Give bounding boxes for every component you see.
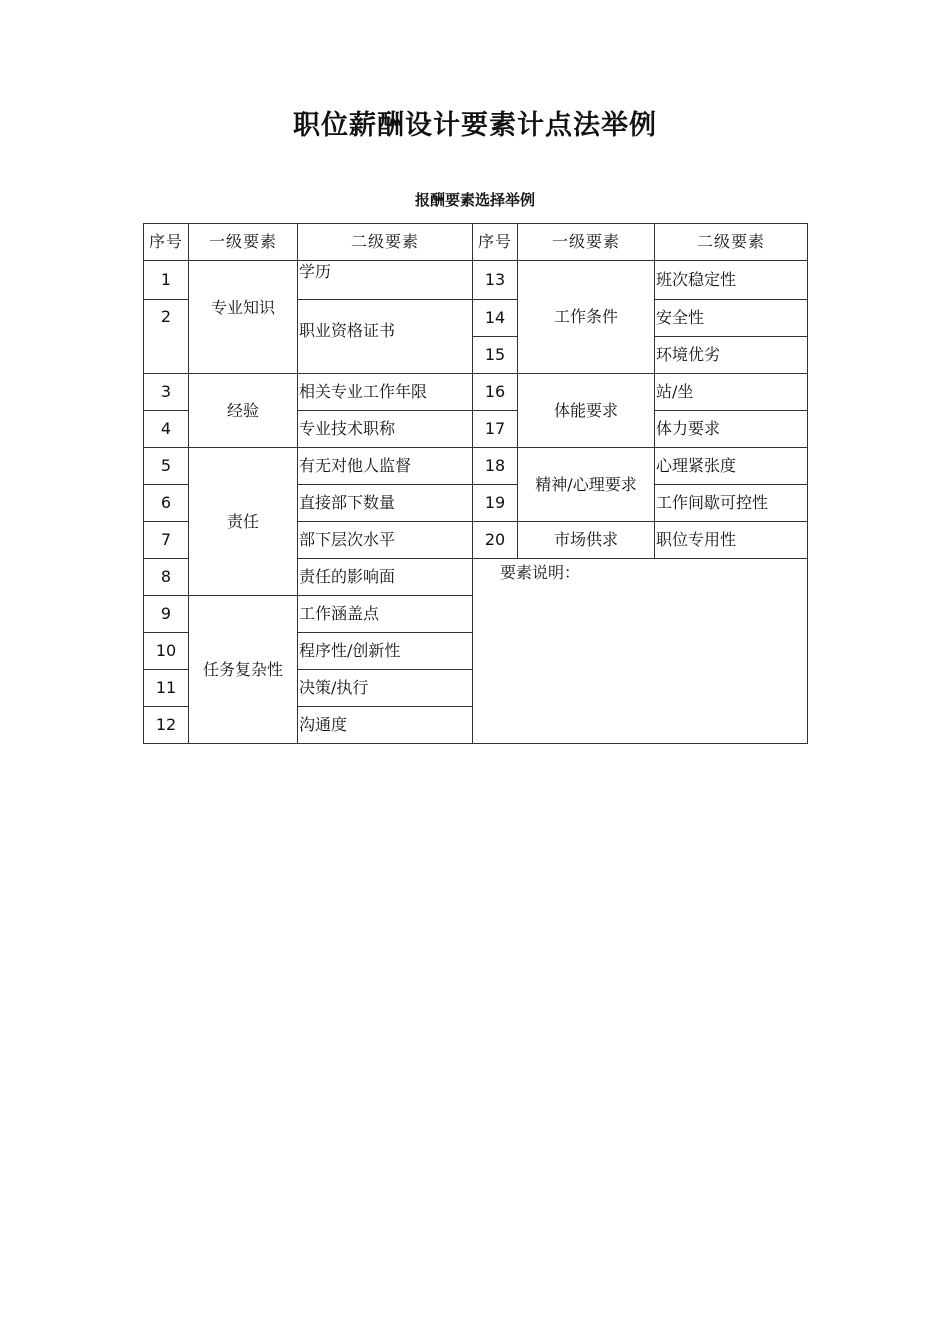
primary-factor-cell: 市场供求 [518, 522, 655, 559]
seq-cell: 5 [144, 448, 189, 485]
seq-cell: 19 [473, 485, 518, 522]
seq-cell: 12 [144, 707, 189, 744]
seq-cell: 13 [473, 261, 518, 300]
seq-cell: 1 [144, 261, 189, 300]
seq-cell: 2 [144, 300, 189, 374]
primary-factor-cell: 体能要求 [518, 374, 655, 448]
primary-factor-cell: 责任 [189, 448, 298, 596]
factor-notes-cell: 要素说明： [473, 559, 808, 744]
table-subtitle: 报酬要素选择举例 [414, 191, 535, 209]
seq-cell: 4 [144, 411, 189, 448]
col-header-secondary-left: 二级要素 [298, 224, 473, 261]
secondary-factor-cell: 责任的影响面 [298, 559, 473, 596]
secondary-factor-cell: 环境优劣 [655, 337, 808, 374]
primary-factor-cell: 工作条件 [518, 261, 655, 374]
seq-cell: 7 [144, 522, 189, 559]
secondary-factor-cell: 程序性/创新性 [298, 633, 473, 670]
secondary-factor-cell: 班次稳定性 [655, 261, 808, 300]
seq-cell: 11 [144, 670, 189, 707]
secondary-factor-cell: 职业资格证书 [298, 300, 473, 374]
seq-cell: 16 [473, 374, 518, 411]
table-row [144, 261, 808, 300]
primary-factor-cell: 任务复杂性 [189, 596, 298, 744]
secondary-factor-cell: 专业技术职称 [298, 411, 473, 448]
col-header-seq-left: 序号 [144, 224, 189, 261]
seq-cell: 8 [144, 559, 189, 596]
primary-factor-cell: 精神/心理要求 [518, 448, 655, 522]
seq-cell: 15 [473, 337, 518, 374]
secondary-factor-cell: 工作间歇可控性 [655, 485, 808, 522]
secondary-factor-cell: 体力要求 [655, 411, 808, 448]
secondary-factor-cell: 部下层次水平 [298, 522, 473, 559]
page-title: 职位薪酬设计要素计点法举例 [293, 110, 657, 141]
secondary-factor-cell: 相关专业工作年限 [298, 374, 473, 411]
table-row [144, 374, 808, 411]
secondary-factor-cell: 决策/执行 [298, 670, 473, 707]
primary-factor-label: 专业知识 [210, 298, 275, 317]
header-row [144, 224, 808, 261]
table-row [144, 448, 808, 485]
col-header-primary-left: 一级要素 [189, 224, 298, 261]
primary-factor-cell [189, 261, 298, 374]
secondary-factor-cell: 直接部下数量 [298, 485, 473, 522]
seq-cell: 18 [473, 448, 518, 485]
col-header-primary-right: 一级要素 [518, 224, 655, 261]
secondary-factor-cell: 学历 [298, 261, 473, 300]
secondary-factor-cell: 职位专用性 [655, 522, 808, 559]
seq-cell: 17 [473, 411, 518, 448]
seq-cell: 10 [144, 633, 189, 670]
primary-factor-cell: 经验 [189, 374, 298, 448]
secondary-factor-cell: 安全性 [655, 300, 808, 337]
secondary-factor-cell: 沟通度 [298, 707, 473, 744]
secondary-factor-cell: 有无对他人监督 [298, 448, 473, 485]
seq-cell: 9 [144, 596, 189, 633]
secondary-factor-cell: 心理紧张度 [655, 448, 808, 485]
seq-cell: 20 [473, 522, 518, 559]
seq-cell: 14 [473, 300, 518, 337]
secondary-factor-cell: 工作涵盖点 [298, 596, 473, 633]
col-header-secondary-right: 二级要素 [655, 224, 808, 261]
seq-cell: 3 [144, 374, 189, 411]
secondary-factor-cell: 站/坐 [655, 374, 808, 411]
factor-table [143, 223, 808, 744]
seq-cell: 6 [144, 485, 189, 522]
col-header-seq-right: 序号 [473, 224, 518, 261]
